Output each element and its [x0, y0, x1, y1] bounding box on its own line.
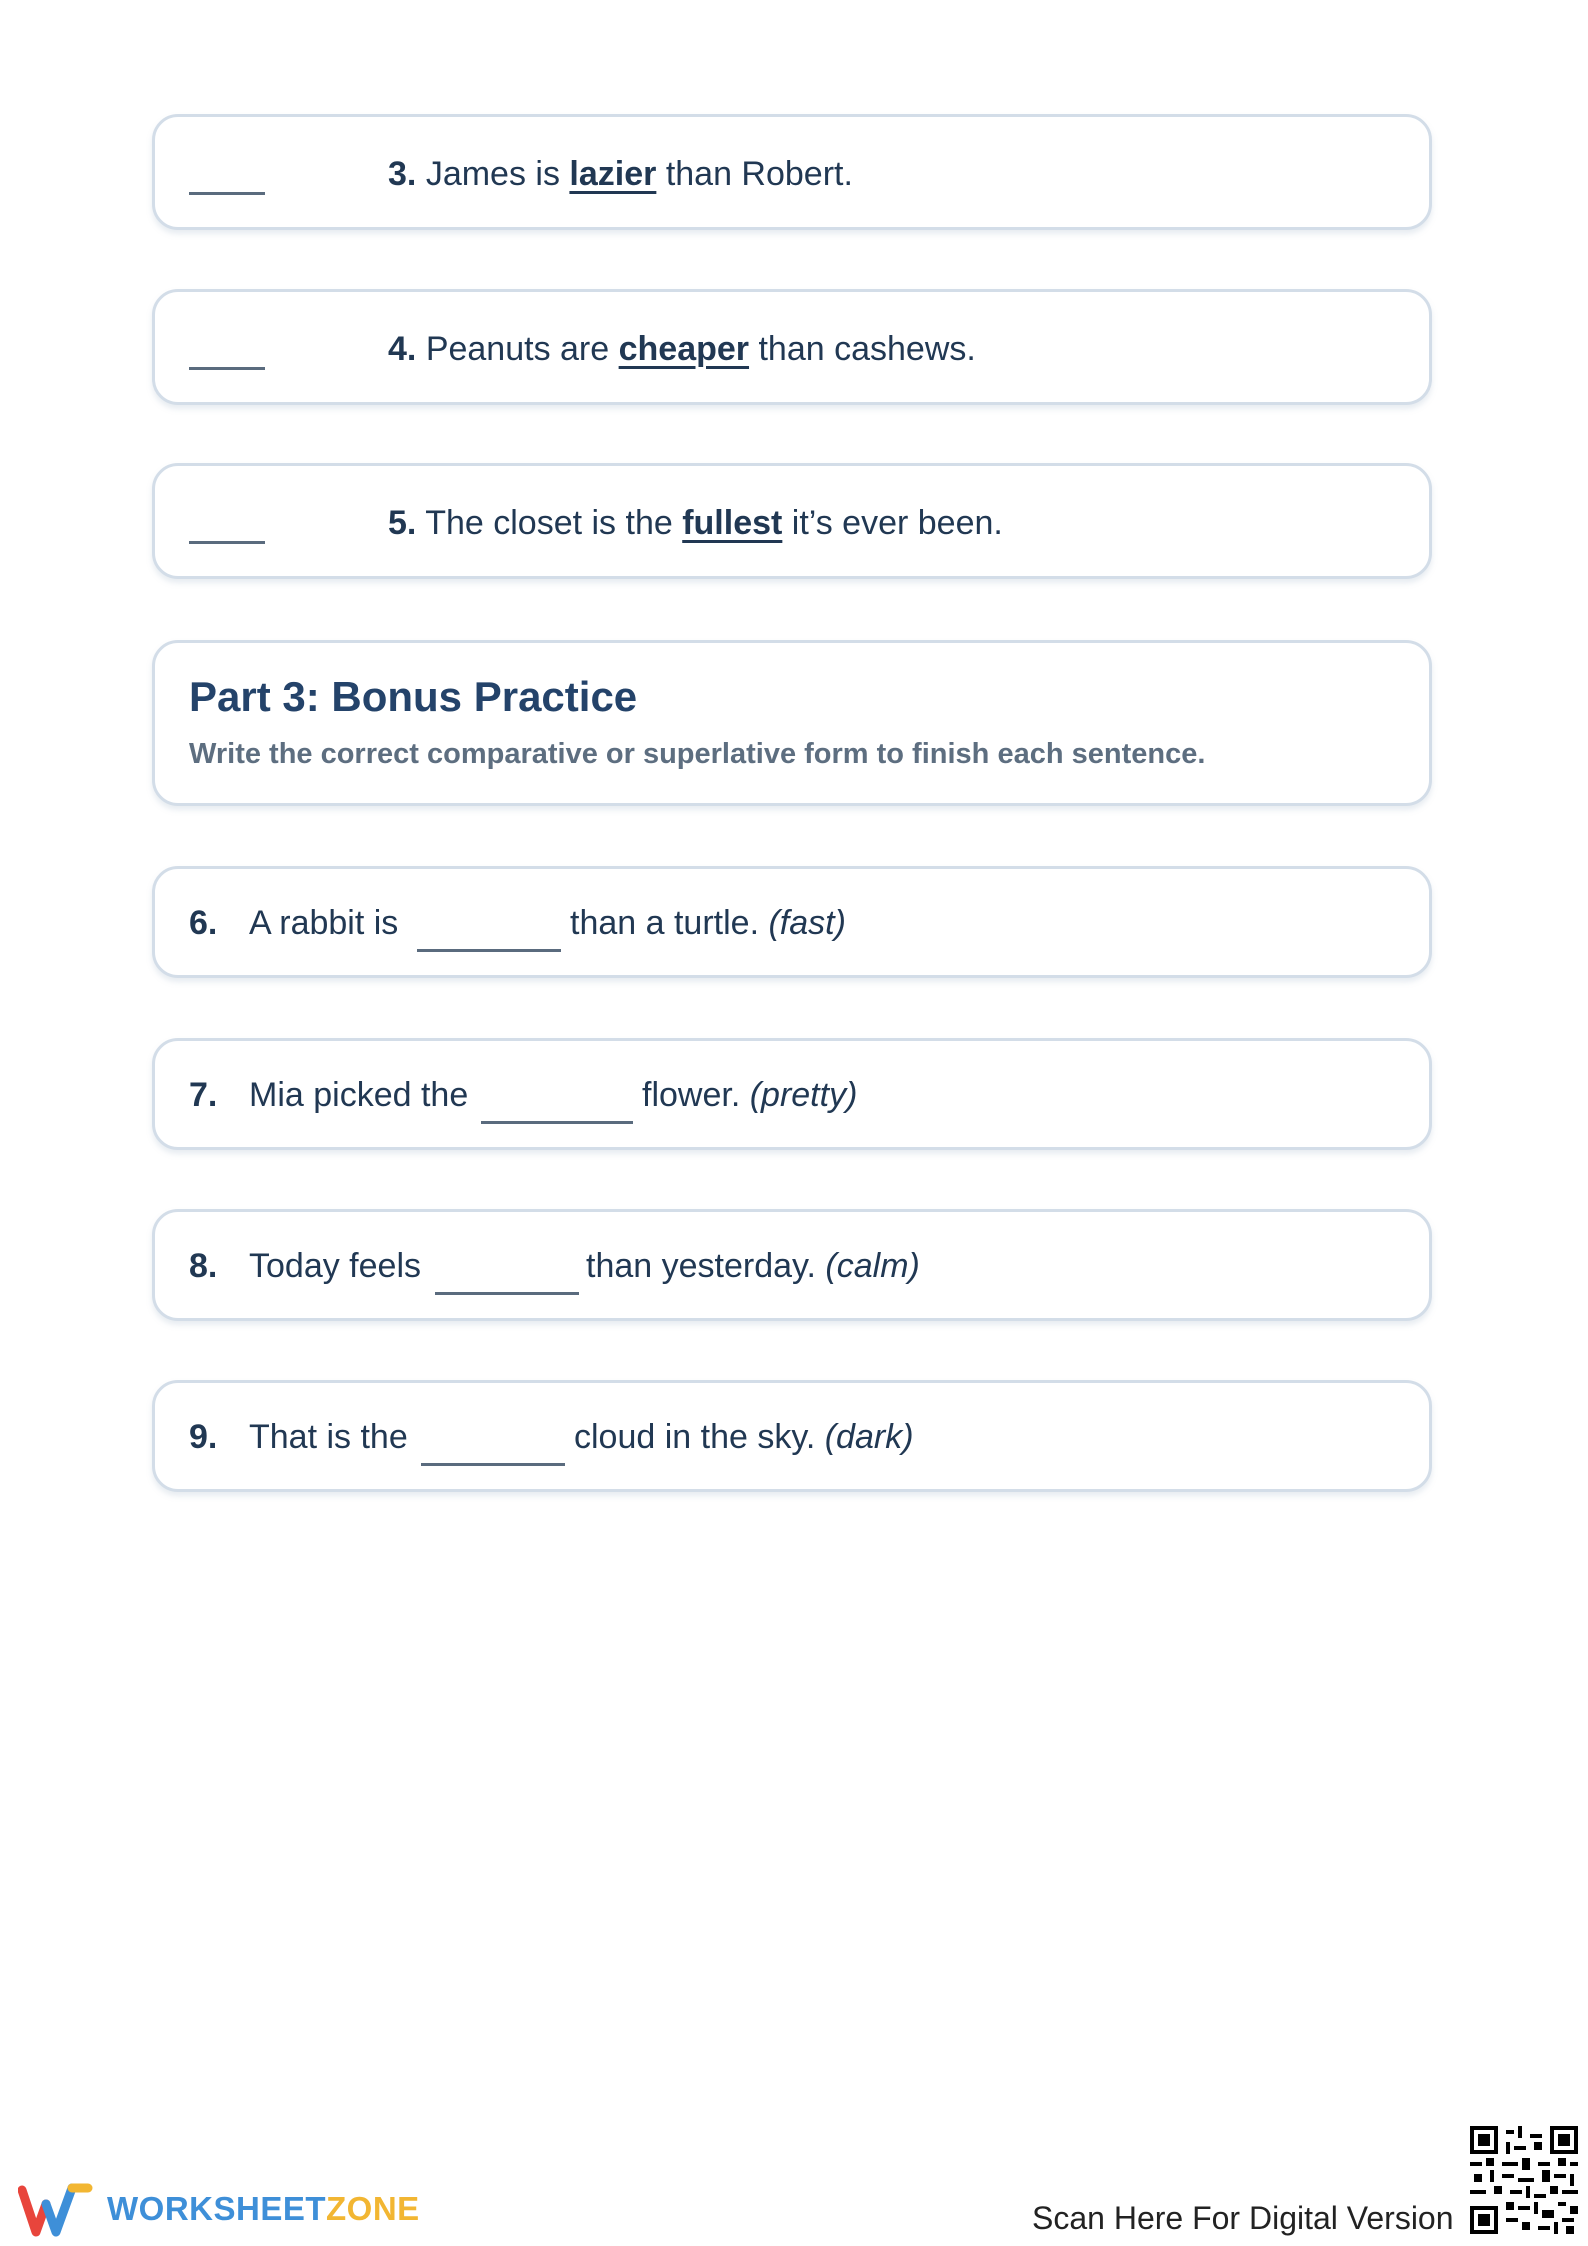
target-word: cheaper — [618, 330, 750, 368]
part-title: Part 3: Bonus Practice — [189, 673, 638, 720]
question-number: 9. — [189, 1418, 218, 1456]
part3-header-card — [152, 640, 1432, 806]
fill-card-9 — [152, 1380, 1432, 1492]
brand-part-2: ZONE — [326, 2190, 420, 2227]
answer-blank-4[interactable] — [189, 367, 265, 370]
after-text: flower. — [642, 1076, 741, 1114]
question-number: 3. — [388, 155, 417, 193]
fill-card-8 — [152, 1209, 1432, 1321]
after-text: than a turtle. — [570, 904, 760, 942]
sentence-start: That is the — [249, 1418, 408, 1456]
word-hint: (dark) — [824, 1418, 914, 1456]
answer-blank-7[interactable] — [481, 1121, 633, 1124]
sentence-end — [570, 904, 846, 943]
question-number: 6. — [189, 904, 218, 942]
question-number: 5. — [388, 504, 417, 542]
part-instruction: Write the correct comparative or superlative form to finish each sentence. — [189, 738, 1206, 770]
answer-blank-5[interactable] — [189, 541, 265, 544]
sentence-end — [642, 1076, 857, 1115]
sentence-3 — [388, 157, 853, 191]
word-hint: (calm) — [825, 1247, 920, 1285]
brand-part-1: WORKSHEET — [107, 2190, 326, 2227]
word-hint: (fast) — [768, 904, 846, 942]
after-text: cloud in the sky. — [574, 1418, 816, 1456]
question-card-4 — [152, 289, 1432, 405]
sentence-end: than cashews. — [758, 330, 976, 368]
answer-blank-9[interactable] — [421, 1463, 565, 1466]
sentence-start: James is — [425, 155, 560, 193]
sentence-end: it’s ever been. — [791, 504, 1003, 542]
sentence-start: Today feels — [249, 1247, 421, 1285]
answer-blank-8[interactable] — [435, 1292, 579, 1295]
fill-card-7 — [152, 1038, 1432, 1150]
target-word: fullest — [682, 504, 783, 542]
fill-card-6 — [152, 866, 1432, 978]
sentence-start: A rabbit is — [249, 904, 399, 942]
question-number: 7. — [189, 1076, 218, 1114]
qr-code-icon[interactable] — [1470, 2126, 1578, 2234]
word-hint: (pretty) — [749, 1076, 858, 1114]
question-card-5 — [152, 463, 1432, 579]
sentence-start: The closet is the — [425, 504, 673, 542]
sentence-end — [574, 1418, 914, 1457]
after-text: than yesterday. — [586, 1247, 816, 1285]
brand-name — [107, 2190, 420, 2228]
question-number: 4. — [388, 330, 417, 368]
sentence-end — [586, 1247, 920, 1286]
sentence-start: Peanuts are — [425, 330, 610, 368]
answer-blank-6[interactable] — [417, 949, 561, 952]
sentence-start: Mia picked the — [249, 1076, 469, 1114]
answer-blank-3[interactable] — [189, 192, 265, 195]
sentence-4 — [388, 332, 976, 366]
question-number: 8. — [189, 1247, 218, 1285]
sentence-end: than Robert. — [665, 155, 853, 193]
worksheetzone-logo-icon — [18, 2182, 93, 2238]
sentence-5 — [388, 506, 1003, 540]
scan-text: Scan Here For Digital Version — [1032, 2200, 1454, 2236]
target-word: lazier — [569, 155, 657, 193]
question-card-3 — [152, 114, 1432, 230]
